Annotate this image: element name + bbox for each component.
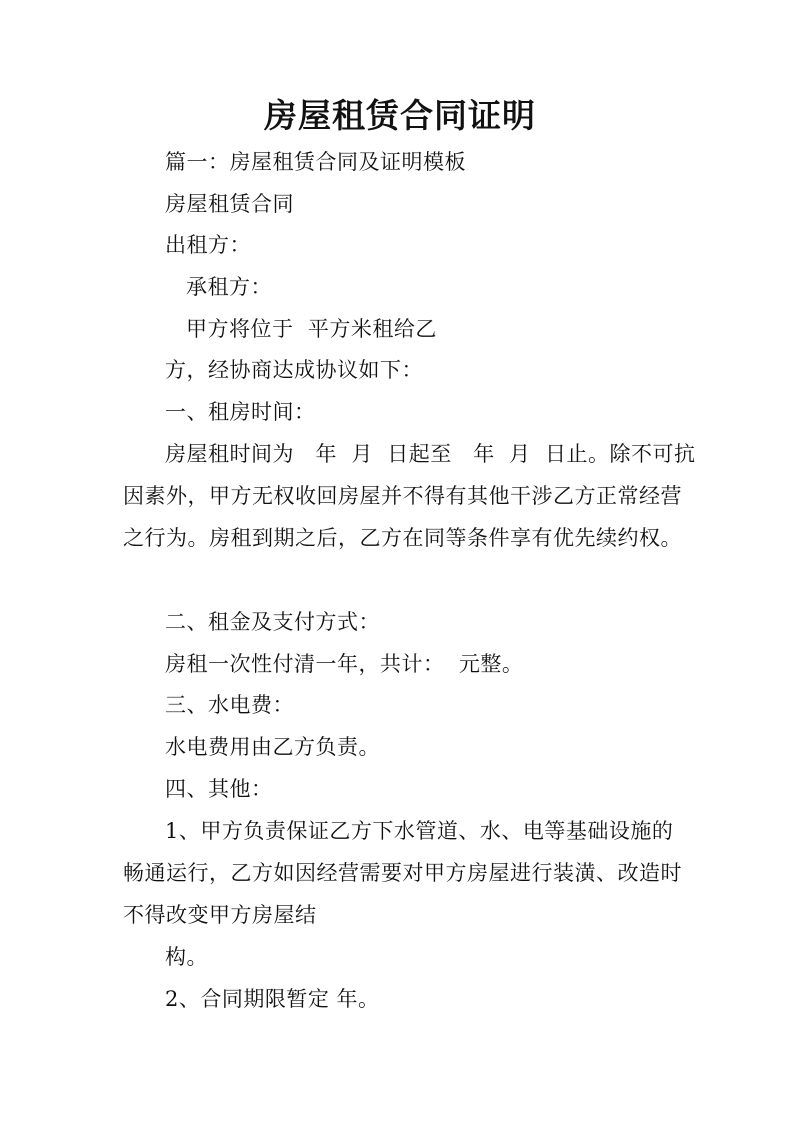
- paragraph-line: 不得改变甲方房屋结: [123, 903, 317, 927]
- paragraph-line: 方，经协商达成协议如下：: [165, 358, 423, 382]
- paragraph-line: 甲方将位于 平方米租给乙: [186, 317, 437, 341]
- paragraph-line: 水电费用由乙方负责。: [165, 735, 380, 759]
- paragraph-line: 因素外，甲方无权收回房屋并不得有其他干涉乙方正常经营: [123, 484, 682, 508]
- paragraph-line: 之行为。房租到期之后，乙方在同等条件享有优先续约权。: [123, 526, 682, 550]
- clause-heading-utilities: 三、水电费：: [165, 693, 294, 717]
- paragraph-line: 1、甲方负责保证乙方下水管道、水、电等基础设施的: [165, 819, 674, 843]
- paragraph-line: 2、合同期限暂定 年。: [165, 987, 380, 1011]
- document-title: 房屋租赁合同证明: [264, 96, 536, 135]
- section-heading-template: 篇一：房屋租赁合同及证明模板: [165, 150, 466, 174]
- clause-heading-rental-period: 一、租房时间：: [165, 400, 316, 424]
- paragraph-line: 房租一次性付清一年，共计： 元整。: [165, 652, 524, 676]
- clause-heading-rent-payment: 二、租金及支付方式：: [165, 610, 380, 634]
- paragraph-line: 房屋租时间为 年 月 日起至 年 月 日止。除不可抗: [165, 442, 696, 466]
- lessee-label: 承租方：: [186, 275, 272, 299]
- paragraph-line: 畅通运行，乙方如因经营需要对甲方房屋进行装潢、改造时: [123, 861, 682, 885]
- contract-heading: 房屋租赁合同: [165, 192, 294, 216]
- paragraph-line: 构。: [165, 945, 208, 969]
- clause-heading-other: 四、其他：: [165, 777, 273, 801]
- lessor-label: 出租方：: [165, 233, 251, 257]
